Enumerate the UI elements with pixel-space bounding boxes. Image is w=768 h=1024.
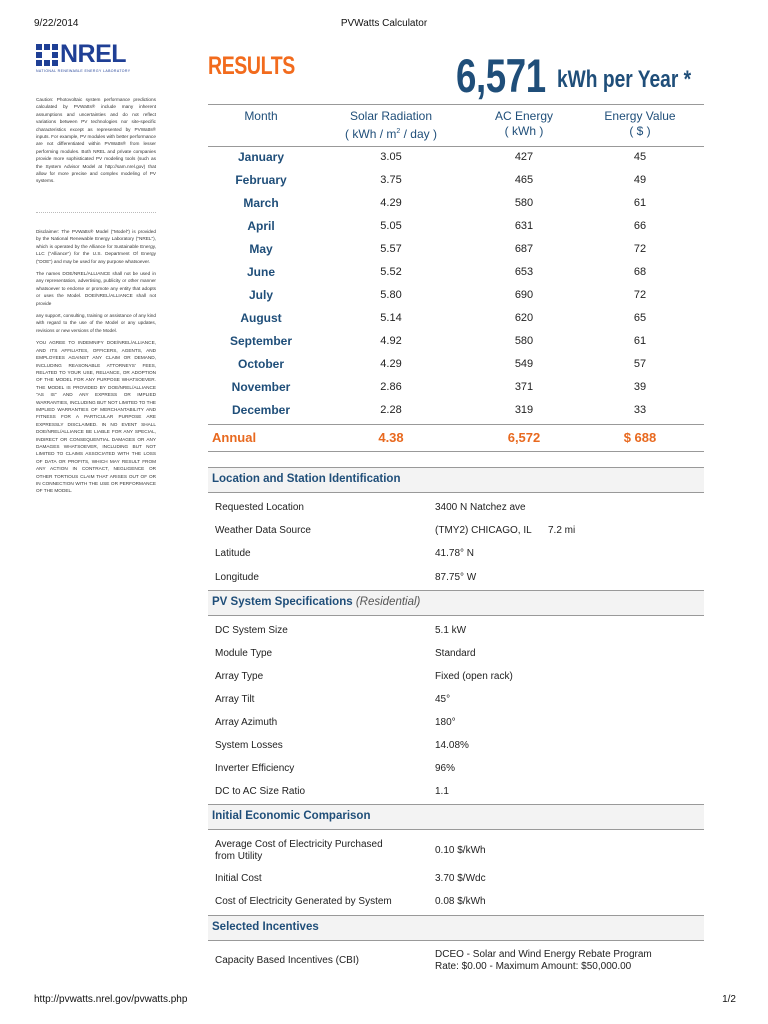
system-spec-value: Standard [435, 648, 476, 659]
month-cell: June [246, 265, 275, 279]
avg-cost-label-line2: from Utility [215, 851, 263, 862]
month-cell: September [229, 334, 293, 348]
avg-cost-label [215, 839, 383, 863]
system-spec-value: 1.1 [435, 786, 449, 797]
annual-ac: 6,572 [507, 430, 541, 445]
value-cell: 57 [633, 358, 647, 370]
col-header-value-title: Energy Value [604, 109, 676, 123]
month-cell: May [249, 242, 273, 256]
table-row [0, 196, 768, 216]
solar-unit-sup: 2 [396, 128, 401, 135]
system-spec-value: Fixed (open rack) [435, 671, 513, 682]
page-number: 1/2 [722, 994, 736, 1005]
ac-cell: 631 [514, 220, 534, 232]
economic-section-title: Initial Economic Comparison [212, 810, 371, 822]
col-header-ac [464, 109, 584, 139]
avg-cost-value: 0.10 $/kWh [435, 845, 486, 856]
system-spec-value: 96% [435, 763, 456, 774]
table-row [0, 265, 768, 285]
location-section-title: Location and Station Identification [212, 473, 401, 485]
table-row [0, 311, 768, 331]
solar-cell: 4.29 [380, 358, 402, 370]
table-row [0, 380, 768, 400]
system-spec-label: Array Azimuth [215, 717, 278, 728]
col-header-value [580, 109, 700, 139]
generated-cost-label: Cost of Electricity Generated by System [215, 896, 392, 907]
value-cell: 72 [633, 243, 647, 255]
nrel-logo[interactable] [36, 40, 166, 74]
table-top-rule [208, 104, 704, 105]
system-spec-label: Array Tilt [215, 694, 255, 705]
system-spec-label: Module Type [215, 648, 273, 659]
nrel-logo-icon [36, 44, 58, 66]
value-cell: 61 [633, 335, 647, 347]
solar-unit-part1: ( kWh / m [345, 127, 397, 141]
system-section-title [212, 596, 420, 608]
col-header-ac-unit: ( kWh ) [504, 124, 544, 138]
month-cell: March [243, 196, 279, 210]
system-spec-value: 45° [435, 694, 451, 705]
solar-cell: 5.14 [380, 312, 402, 324]
month-cell: April [247, 219, 275, 233]
print-date: 9/22/2014 [34, 18, 79, 29]
cbi-value [435, 949, 652, 973]
annual-energy-unit: kWh per Year * [557, 66, 692, 93]
solar-cell: 5.57 [380, 243, 402, 255]
initial-cost-value: 3.70 $/Wdc [435, 873, 486, 884]
ac-cell: 549 [514, 358, 534, 370]
ac-cell: 465 [514, 174, 534, 186]
latitude-label: Latitude [215, 548, 251, 559]
weather-distance-value: 7.2 mi [548, 525, 576, 536]
table-row [0, 173, 768, 193]
generated-cost-value: 0.08 $/kWh [435, 896, 486, 907]
weather-source-value: (TMY2) CHICAGO, IL [435, 525, 532, 536]
col-header-solar [320, 109, 462, 142]
latitude-value: 41.78° N [435, 548, 475, 559]
annual-label: Annual [212, 430, 257, 445]
col-header-solar-title: Solar Radiation [349, 109, 433, 123]
ac-cell: 427 [514, 151, 534, 163]
longitude-label: Longitude [215, 572, 259, 583]
ac-cell: 580 [514, 197, 534, 209]
cbi-rate: Rate: $0.00 - Maximum Amount: $50,000.00 [435, 961, 632, 972]
system-spec-value: 180° [435, 717, 456, 728]
value-cell: 66 [633, 220, 647, 232]
weather-source-label: Weather Data Source [215, 525, 311, 536]
table-header-rule [208, 146, 704, 147]
table-row [0, 288, 768, 308]
solar-cell: 2.28 [380, 404, 402, 416]
print-title: PVWatts Calculator [340, 18, 428, 29]
ac-cell: 319 [514, 404, 534, 416]
month-cell: November [231, 380, 291, 394]
month-cell: October [237, 357, 284, 371]
system-spec-label: Inverter Efficiency [215, 763, 295, 774]
incentives-section-title: Selected Incentives [212, 921, 319, 933]
avg-cost-label-line1: Average Cost of Electricity Purchased [215, 839, 383, 850]
solar-unit-part2: / day ) [400, 127, 437, 141]
annual-bottom-rule [208, 451, 704, 452]
table-row [0, 150, 768, 170]
col-header-value-unit: ( $ ) [629, 124, 651, 138]
ac-cell: 687 [514, 243, 534, 255]
ac-cell: 580 [514, 335, 534, 347]
requested-location-label: Requested Location [215, 502, 304, 513]
solar-cell: 4.29 [380, 197, 402, 209]
results-heading: RESULTS [208, 52, 295, 80]
system-spec-label: Array Type [215, 671, 264, 682]
month-cell: August [240, 311, 282, 325]
disclaimer-text-1: Disclaimer: The PVWatts® Model ("Model") is provided by the National Renewable Energy Laboratory ("NREL"), which is operated by the Alliance for Sustainable Energy, LLC ("Alliance") for the U.S. Department Of Energy ("DOE") and may be used for any purpose whatsoever. [36, 229, 156, 264]
nrel-logo-text: NREL [60, 40, 127, 68]
table-row [0, 242, 768, 262]
caution-text: Caution: Photovoltaic system performance predictions calculated by PVWatts® include many inherent assumptions and uncertainties and do not reflect variations between PV technologies nor site-specific characteristics except as represented by PVWatts® inputs. For example, PV modules with better performance are not differentiated within PVWatts® from lesser performing modules. Both NREL and private companies provide more sophisticated PV modeling tools (such as the System Advisor Model at http://sam.nrel.gov) that allow for more precise and complex modeling of PV systems. [36, 97, 156, 184]
system-title-text: PV System Specifications [212, 596, 353, 608]
disclaimer-text-2: The names DOE/NREL/ALLIANCE shall not be used in any representation, advertising, publicity or other manner whatsoever to endorse or promote any entity that adopts or uses the Model. DOE/NREL/ALLIANCE shall not provide [36, 271, 156, 306]
value-cell: 49 [633, 174, 647, 186]
month-cell: January [237, 150, 285, 164]
solar-cell: 2.86 [380, 381, 402, 393]
cbi-label: Capacity Based Incentives (CBI) [215, 955, 359, 966]
month-cell: February [235, 173, 287, 187]
requested-location-value: 3400 N Natchez ave [435, 502, 526, 513]
col-header-ac-title: AC Energy [494, 109, 554, 123]
col-header-solar-unit [320, 124, 462, 142]
ac-cell: 690 [514, 289, 534, 301]
nrel-logo-tagline: NATIONAL RENEWABLE ENERGY LABORATORY [36, 69, 131, 73]
table-row [0, 357, 768, 377]
solar-cell: 5.80 [380, 289, 402, 301]
disclaimer-text-4: YOU AGREE TO INDEMNIFY DOE/NREL/ALLIANCE, AND ITS AFFILIATES, OFFICERS, AGENTS, AND EMPLOYEES AGAINST ANY CLAIM OR DEMAND, INCLUDING REASONABLE ATTORNEYS' FEES, RELATED TO YOUR USE, RELIANCE, OR ADOPTION OF THE MODEL FOR ANY PURPOSE WHATSOEVER. THE MODEL IS PROVIDED BY DOE/NREL/ALLIANCE "AS IS" AND ANY EXPRESS OR IMPLIED WARRANTIES, INCLUDING BUT NOT LIMITED TO THE IMPLIED WARRANTIES OF MERCHANTABILITY AND FITNESS FOR A PARTICULAR PURPOSE ARE EXPRESSLY DISCLAIMED. IN NO EVENT SHALL DOE/NREL/ALLIANCE BE LIABLE FOR ANY SPECIAL, INDIRECT OR CONSEQUENTIAL DAMAGES OR ANY DAMAGES WHATSOEVER, INCLUDING BUT NOT LIMITED TO CLAIMS ASSOCIATED WITH THE LOSS OF DATA OR PROFITS, WHICH MAY RESULT FROM ANY ACTION IN CONTRACT, NEGLIGENCE OR OTHER TORTIOUS CLAIM THAT ARISES OUT OF OR IN CONNECTION WITH THE USE OR PERFORMANCE OF THE MODEL. [36, 340, 156, 494]
disclaimer-text-3: any support, consulting, training or assistance of any kind with regard to the use of the Model or any updates, revisions or new versions of the Model. [36, 313, 156, 333]
cbi-program: DCEO - Solar and Wind Energy Rebate Program [435, 949, 652, 960]
longitude-value: 87.75° W [435, 572, 477, 583]
table-row [0, 219, 768, 239]
ac-cell: 653 [514, 266, 534, 278]
initial-cost-label: Initial Cost [215, 873, 262, 884]
value-cell: 72 [633, 289, 647, 301]
annual-solar: 4.38 [378, 430, 404, 445]
solar-cell: 3.05 [380, 151, 402, 163]
value-cell: 33 [633, 404, 647, 416]
table-row [0, 403, 768, 423]
solar-cell: 3.75 [380, 174, 402, 186]
value-cell: 39 [633, 381, 647, 393]
system-spec-label: DC System Size [215, 625, 288, 636]
solar-cell: 4.92 [380, 335, 402, 347]
system-spec-label: System Losses [215, 740, 283, 751]
annual-energy-value: 6,571 [456, 49, 546, 102]
footer-url-link[interactable]: http://pvwatts.nrel.gov/pvwatts.php [34, 994, 188, 1005]
value-cell: 61 [633, 197, 647, 209]
month-cell: July [248, 288, 273, 302]
ac-cell: 371 [514, 381, 534, 393]
ac-cell: 620 [514, 312, 534, 324]
value-cell: 65 [633, 312, 647, 324]
value-cell: 68 [633, 266, 647, 278]
system-subtitle: (Residential) [355, 596, 421, 608]
solar-cell: 5.05 [380, 220, 402, 232]
value-cell: 45 [633, 151, 647, 163]
solar-cell: 5.52 [380, 266, 402, 278]
annual-top-rule [208, 424, 704, 425]
annual-value: $ 688 [623, 430, 657, 445]
system-spec-value: 14.08% [435, 740, 469, 751]
system-spec-value: 5.1 kW [435, 625, 467, 636]
table-row [0, 334, 768, 354]
system-spec-label: DC to AC Size Ratio [215, 786, 306, 797]
month-cell: December [231, 403, 291, 417]
col-header-month: Month [244, 109, 278, 123]
